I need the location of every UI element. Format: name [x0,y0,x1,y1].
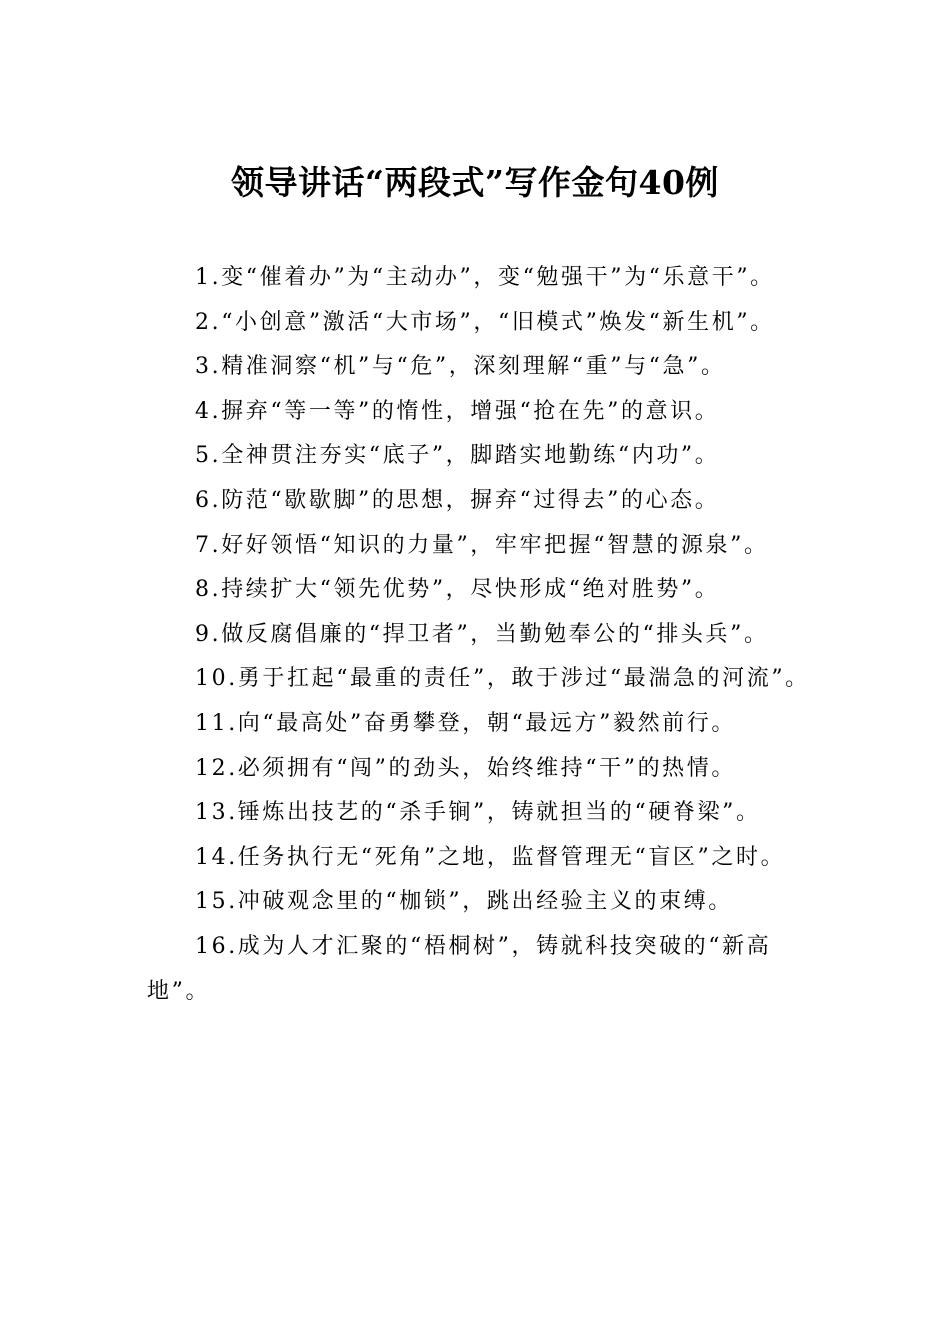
list-item: 15.冲破观念里的“枷锁”，跳出经验主义的束缚。 [195,889,733,915]
list-item: 13.锤炼出技艺的“杀手锏”，铸就担当的“硬脊梁”。 [195,800,761,826]
document-title: 领导讲话“两段式”写作金句40例 [231,163,719,202]
list-item: 11.向“最高处”奋勇攀登，朝“最远方”毅然前行。 [195,710,736,736]
list-item: 12.必须拥有“闯”的劲头，始终维持“干”的热情。 [195,755,736,781]
list-item: 6.防范“歇歇脚”的思想，摒弃“过得去”的心态。 [195,487,720,513]
list-item: 4.摒弃“等一等”的惰性，增强“抢在先”的意识。 [195,398,720,424]
document-body [147,256,812,1014]
list-item: 7.好好领悟“知识的力量”，牢牢把握“智慧的源泉”。 [195,532,769,558]
list-item: 9.做反腐倡廉的“捍卫者”，当勤勉奉公的“排头兵”。 [195,621,769,647]
list-item: 2.“小创意”激活“大市场”，“旧模式”焕发“新生机”。 [195,309,775,335]
list-item: 3.精准洞察“机”与“危”，深刻理解“重”与“急”。 [195,354,726,380]
list-item: 10.勇于扛起“最重的责任”，敢于涉过“最湍急的河流”。 [195,666,810,692]
list-item: 8.持续扩大“领先优势”，尽快形成“绝对胜势”。 [195,577,720,603]
list-item: 14.任务执行无“死角”之地，监督管理无“盲区”之时。 [195,844,786,870]
list-item: 5.全神贯注夯实“底子”，脚踏实地勤练“内功”。 [195,443,720,469]
list-item: 1.变“催着办”为“主动办”，变“勉强干”为“乐意干”。 [195,265,775,290]
list-item: 16.成为人才汇聚的“梧桐树”，铸就科技突破的“新高地”。 [147,933,772,1004]
